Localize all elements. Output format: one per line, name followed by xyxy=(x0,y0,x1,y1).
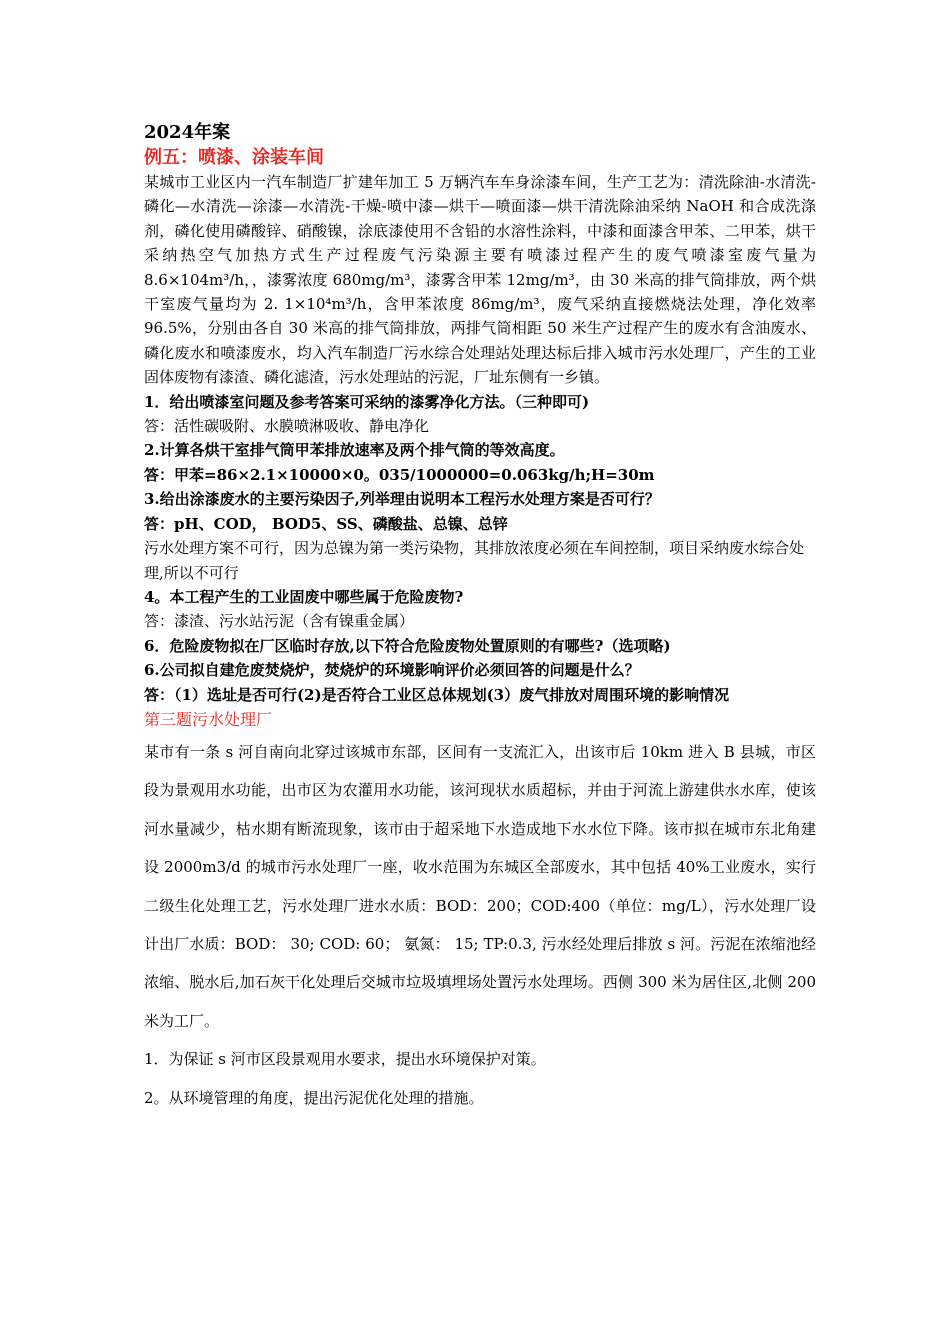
case5-title: 例五：喷漆、涂装车间 xyxy=(144,147,324,168)
case5-answer-6: 答：（1）选址是否可行(2)是否符合工业区总体规划(3）废气排放对周围环境的影响情况 xyxy=(144,685,730,704)
case5-question-4: 4。本工程产生的工业固废中哪些属于危险废物? xyxy=(144,587,464,606)
case5-answer-3b: 污水处理方案不可行，因为总镍为第一类污染物，其排放浓度必须在车间控制，项目采纳废水综合处理,所以不可行 xyxy=(144,539,805,582)
case5-body: 某城市工业区内一汽车制造厂扩建年加工 5 万辆汽车车身涂漆车间，生产工艺为：清洗除油-水清洗-磷化—水清洗—涂漆—水清洗-干燥-喷中漆—烘干—喷面漆—烘干清洗除油采纳 NaOH 和合成洗涤剂，磷化使用磷酸锌、硝酸镍，涂底漆使用不含铅的水溶性涂料，中漆和面漆含甲苯、二甲苯，烘干采纳热空气加热方式生产过程废气污染源主要有喷漆过程产生的废气喷漆室废气量为 8.6×104m³/h，，漆雾浓度 680mg/m³，漆雾含甲苯 12mg/m³，由 30 米高的排气筒排放，两个烘干室废气量均为 2. 1×10⁴m³/h，含甲苯浓度 86mg/m³，废气采纳直接燃烧法处理，净化效率 96.5%，分别由各自 30 米高的排气筒排放，两排气筒相距 50 米生产过程产生的废水有含油废水、磷化废水和喷漆废水，均入汽车制造厂污水综合处理站处理达标后排入城市污水处理厂，产生的工业固体废物有漆渣、磷化滤渣，污水处理站的污泥，厂址东侧有一乡镇。 xyxy=(144,173,816,387)
case3-question-2: 2。从环境管理的角度，提出污泥优化处理的措施。 xyxy=(144,1088,484,1107)
case5-question-6: 6.公司拟自建危废焚烧炉，焚烧炉的环境影响评价必须回答的问题是什么？ xyxy=(144,661,640,680)
case3-question-1: 1．为保证 s 河市区段景观用水要求，提出水环境保护对策。 xyxy=(144,1050,546,1069)
case5-answer-3a: 答：pH、COD， BOD5、SS、磷酸盐、总镍、总锌 xyxy=(144,514,508,533)
case3-body: 某市有一条 s 河自南向北穿过该城市东部，区间有一支流汇入，出该市后 10km 进入 B 县城，市区段为景观用水功能，出市区为农灌用水功能，该河现状水质超标，并由于河流上游建供水水库，使该河水量减少，枯水期有断流现象，该市由于超采地下水造成地下水水位下降。该市拟在城市东北角建设 2000m3/d 的城市污水处理厂一座，收水范围为东城区全部废水，其中包括 40%工业废水，实行二级生化处理工艺，污水处理厂进水水质：BOD：200；COD:400（单位：mg/L），污水处理厂设计出厂水质：BOD： 30; COD: 60； 氨氮： 15; TP:0.3, 污水经处理后排放 s 河。污泥在浓缩池经浓缩、脱水后,加石灰干化处理后交城市垃圾填埋场处置污水处理场。西侧 300 米为居住区,北侧 200 米为工厂。 xyxy=(144,742,816,1030)
case5-question-2: 2.计算各烘干室排气筒甲苯排放速率及两个排气筒的等效高度。 xyxy=(144,441,565,460)
case5-question-5: 6．危险废物拟在厂区临时存放,以下符合危险废物处置原则的有哪些?（选项略) xyxy=(144,636,671,655)
case5-answer-1: 答：活性碳吸附、水膜喷淋吸收、静电净化 xyxy=(144,417,430,436)
case5-question-3: 3.给出涂漆废水的主要污染因子,列举理由说明本工程污水处理方案是否可行？ xyxy=(144,490,660,509)
document-page xyxy=(144,120,816,1117)
case5-answer-4: 答：漆渣、污水站污泥（含有镍重金属） xyxy=(144,612,415,631)
document-heading: 2024年案 xyxy=(144,122,231,143)
case5-answer-2: 答：甲苯=86×2.1×10000×0。035/1000000=0.063kg/h;H=30m xyxy=(144,465,655,484)
case3-title: 第三题污水处理厂 xyxy=(144,709,273,729)
case5-question-1: 1．给出喷漆室问题及参考答案可采纳的漆雾净化方法。（三种即可) xyxy=(144,392,590,411)
